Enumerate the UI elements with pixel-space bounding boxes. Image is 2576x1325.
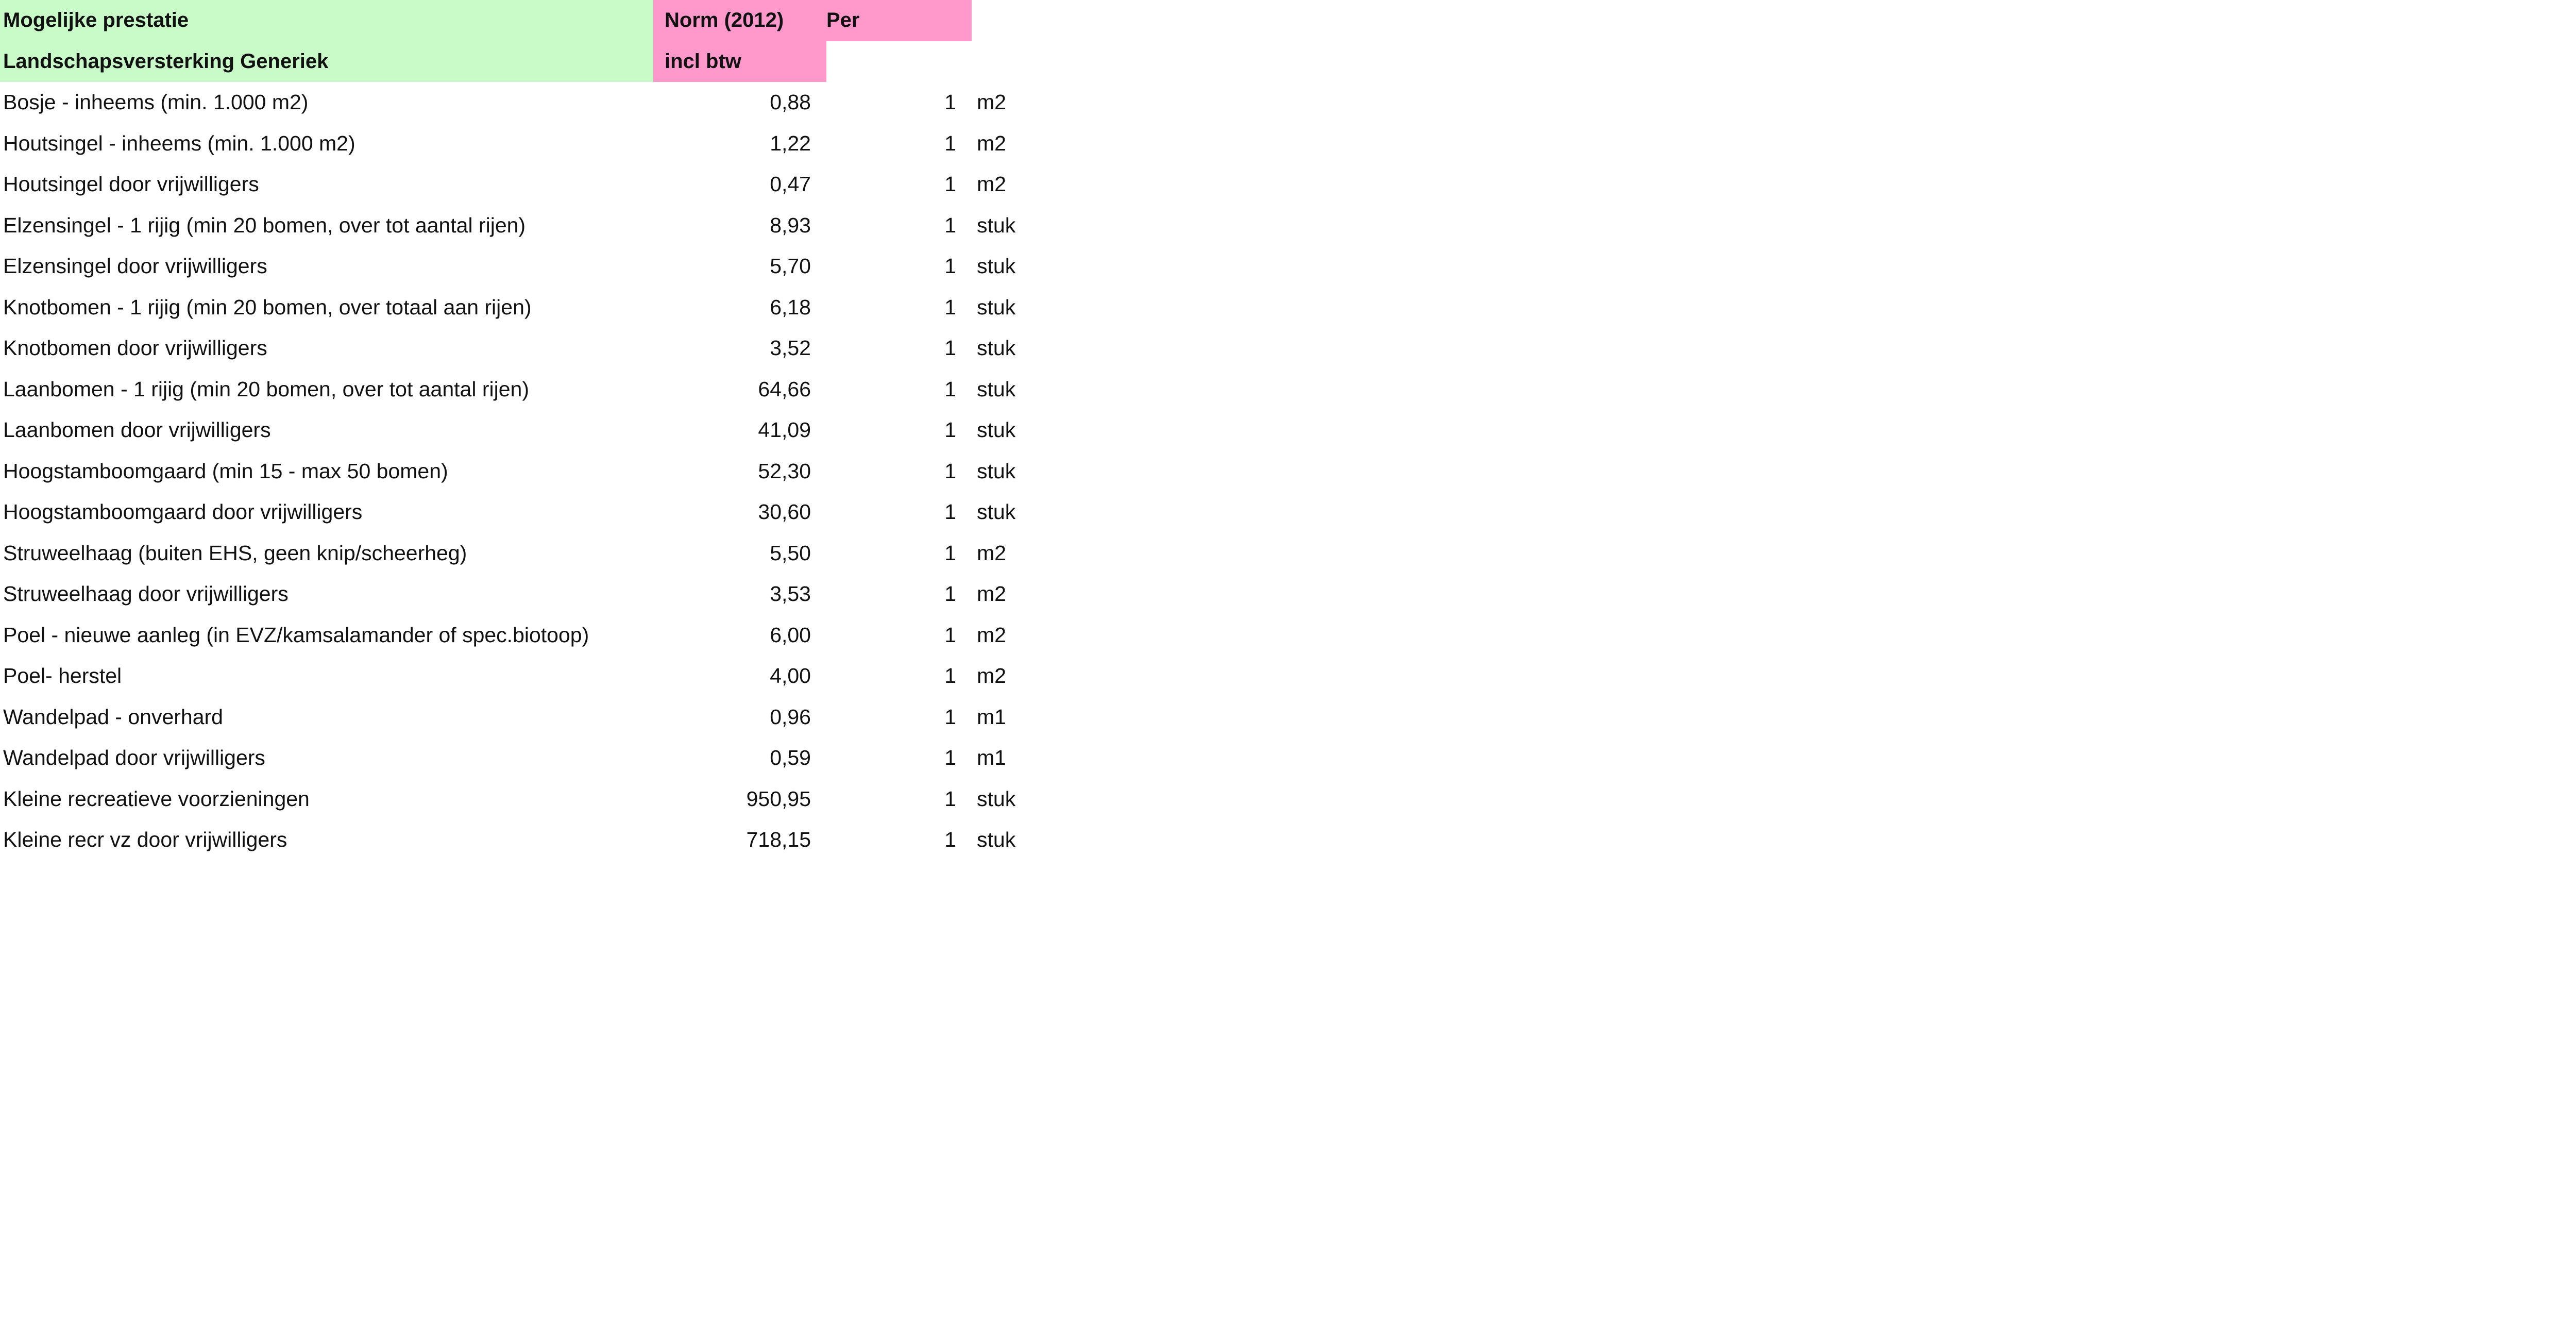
cell-per[interactable]: 1 (944, 254, 956, 278)
cell-unit[interactable]: m2 (977, 582, 1006, 606)
cell-description[interactable]: Laanbomen door vrijwilligers (3, 418, 271, 442)
cell-description[interactable]: Houtsingel door vrijwilligers (3, 172, 259, 196)
cell-per[interactable]: 1 (944, 746, 956, 769)
cell-unit[interactable]: m1 (977, 746, 1006, 769)
cell-unit[interactable]: m2 (977, 90, 1006, 114)
cell-description[interactable]: Kleine recr vz door vrijwilligers (3, 828, 287, 851)
cell-norm[interactable]: 3,53 (770, 582, 811, 606)
table-row (0, 615, 1041, 656)
cell-norm[interactable]: 4,00 (770, 664, 811, 687)
cell-description[interactable]: Poel - nieuwe aanleg (in EVZ/kamsalamander of spec.biotoop) (3, 623, 589, 647)
cell-norm[interactable]: 5,70 (770, 254, 811, 278)
header-cell-description[interactable]: Mogelijke prestatie (0, 0, 653, 41)
cell-norm[interactable]: 41,09 (758, 418, 811, 442)
cell-description[interactable]: Bosje - inheems (min. 1.000 m2) (3, 90, 309, 114)
table-row (0, 697, 1041, 738)
header-cell-vat-note[interactable]: incl btw (653, 41, 826, 82)
cell-norm[interactable]: 3,52 (770, 336, 811, 360)
table-row (0, 819, 1041, 861)
cell-norm[interactable]: 1,22 (770, 131, 811, 155)
cell-description[interactable]: Elzensingel - 1 rijig (min 20 bomen, over tot aantal rijen) (3, 213, 526, 237)
cell-unit[interactable]: stuk (977, 295, 1016, 319)
cell-per[interactable]: 1 (944, 582, 956, 606)
cell-per[interactable]: 1 (944, 377, 956, 401)
table-row (0, 123, 1041, 164)
cell-unit[interactable]: stuk (977, 254, 1016, 278)
cell-per[interactable]: 1 (944, 131, 956, 155)
table-row (0, 574, 1041, 615)
cell-norm[interactable]: 950,95 (746, 786, 811, 811)
cell-description[interactable]: Laanbomen - 1 rijig (min 20 bomen, over tot aantal rijen) (3, 377, 529, 401)
cell-unit[interactable]: m2 (977, 664, 1006, 687)
header-row-2 (0, 41, 1041, 82)
cell-unit[interactable]: m2 (977, 172, 1006, 196)
cell-per[interactable]: 1 (944, 90, 956, 114)
table-row (0, 779, 1041, 820)
table-row (0, 246, 1041, 287)
cell-unit[interactable]: m1 (977, 705, 1006, 729)
cell-unit[interactable]: stuk (977, 213, 1016, 237)
table-row (0, 656, 1041, 697)
table-row (0, 369, 1041, 410)
cell-norm[interactable]: 0,88 (770, 90, 811, 114)
cell-norm[interactable]: 0,96 (770, 705, 811, 729)
cell-description[interactable]: Knotbomen - 1 rijig (min 20 bomen, over totaal aan rijen) (3, 295, 532, 319)
table-row (0, 328, 1041, 369)
cell-unit[interactable]: stuk (977, 418, 1016, 442)
header-cell-per[interactable]: Per (826, 0, 972, 41)
header-cell-norm[interactable]: Norm (2012) (653, 0, 826, 41)
cell-per[interactable]: 1 (944, 786, 956, 811)
cell-unit[interactable]: stuk (977, 786, 1016, 811)
cell-per[interactable]: 1 (944, 336, 956, 360)
cell-per[interactable]: 1 (944, 500, 956, 524)
cell-description[interactable]: Struweelhaag (buiten EHS, geen knip/scheerheg) (3, 541, 467, 565)
table-row (0, 205, 1041, 246)
table-row (0, 164, 1041, 205)
cell-description[interactable]: Struweelhaag door vrijwilligers (3, 582, 289, 606)
cell-description[interactable]: Hoogstamboomgaard door vrijwilligers (3, 500, 363, 524)
cell-per[interactable]: 1 (944, 664, 956, 687)
cell-description[interactable]: Wandelpad door vrijwilligers (3, 746, 265, 769)
cell-description[interactable]: Wandelpad - onverhard (3, 705, 223, 729)
cell-unit[interactable]: m2 (977, 541, 1006, 565)
table-row (0, 287, 1041, 328)
cell-per[interactable]: 1 (944, 705, 956, 729)
cell-per[interactable]: 1 (944, 828, 956, 851)
cell-per[interactable]: 1 (944, 541, 956, 565)
cell-norm[interactable]: 6,00 (770, 623, 811, 647)
cell-per[interactable]: 1 (944, 418, 956, 442)
cell-norm[interactable]: 5,50 (770, 541, 811, 565)
table-row (0, 451, 1041, 492)
cell-norm[interactable]: 718,15 (746, 828, 811, 851)
cell-description[interactable]: Houtsingel - inheems (min. 1.000 m2) (3, 131, 355, 155)
cell-per[interactable]: 1 (944, 623, 956, 647)
cell-per[interactable]: 1 (944, 213, 956, 237)
table-row (0, 492, 1041, 533)
cell-description[interactable]: Poel- herstel (3, 664, 122, 687)
table-row (0, 82, 1041, 123)
cell-norm[interactable]: 30,60 (758, 500, 811, 524)
spreadsheet-table (0, 0, 1041, 861)
table-body (0, 82, 1041, 861)
header-row-1 (0, 0, 1041, 41)
table-row (0, 533, 1041, 574)
cell-norm[interactable]: 0,59 (770, 746, 811, 769)
cell-unit[interactable]: m2 (977, 623, 1006, 647)
cell-description[interactable]: Knotbomen door vrijwilligers (3, 336, 267, 360)
cell-unit[interactable]: stuk (977, 377, 1016, 401)
table-row (0, 737, 1041, 779)
cell-norm[interactable]: 64,66 (758, 377, 811, 401)
cell-norm[interactable]: 0,47 (770, 172, 811, 196)
cell-norm[interactable]: 8,93 (770, 213, 811, 237)
cell-description[interactable]: Elzensingel door vrijwilligers (3, 254, 267, 278)
cell-unit[interactable]: stuk (977, 828, 1016, 851)
cell-per[interactable]: 1 (944, 459, 956, 483)
cell-description[interactable]: Hoogstamboomgaard (min 15 - max 50 bomen) (3, 459, 448, 483)
cell-norm[interactable]: 6,18 (770, 295, 811, 319)
header-cell-category[interactable]: Landschapsversterking Generiek (0, 41, 653, 82)
cell-description[interactable]: Kleine recreatieve voorzieningen (3, 786, 310, 811)
cell-unit[interactable]: m2 (977, 131, 1006, 155)
cell-per[interactable]: 1 (944, 172, 956, 196)
cell-unit[interactable]: stuk (977, 336, 1016, 360)
cell-norm[interactable]: 52,30 (758, 459, 811, 483)
cell-per[interactable]: 1 (944, 295, 956, 319)
cell-unit[interactable]: stuk (977, 500, 1016, 524)
table-row (0, 410, 1041, 451)
cell-unit[interactable]: stuk (977, 459, 1016, 483)
